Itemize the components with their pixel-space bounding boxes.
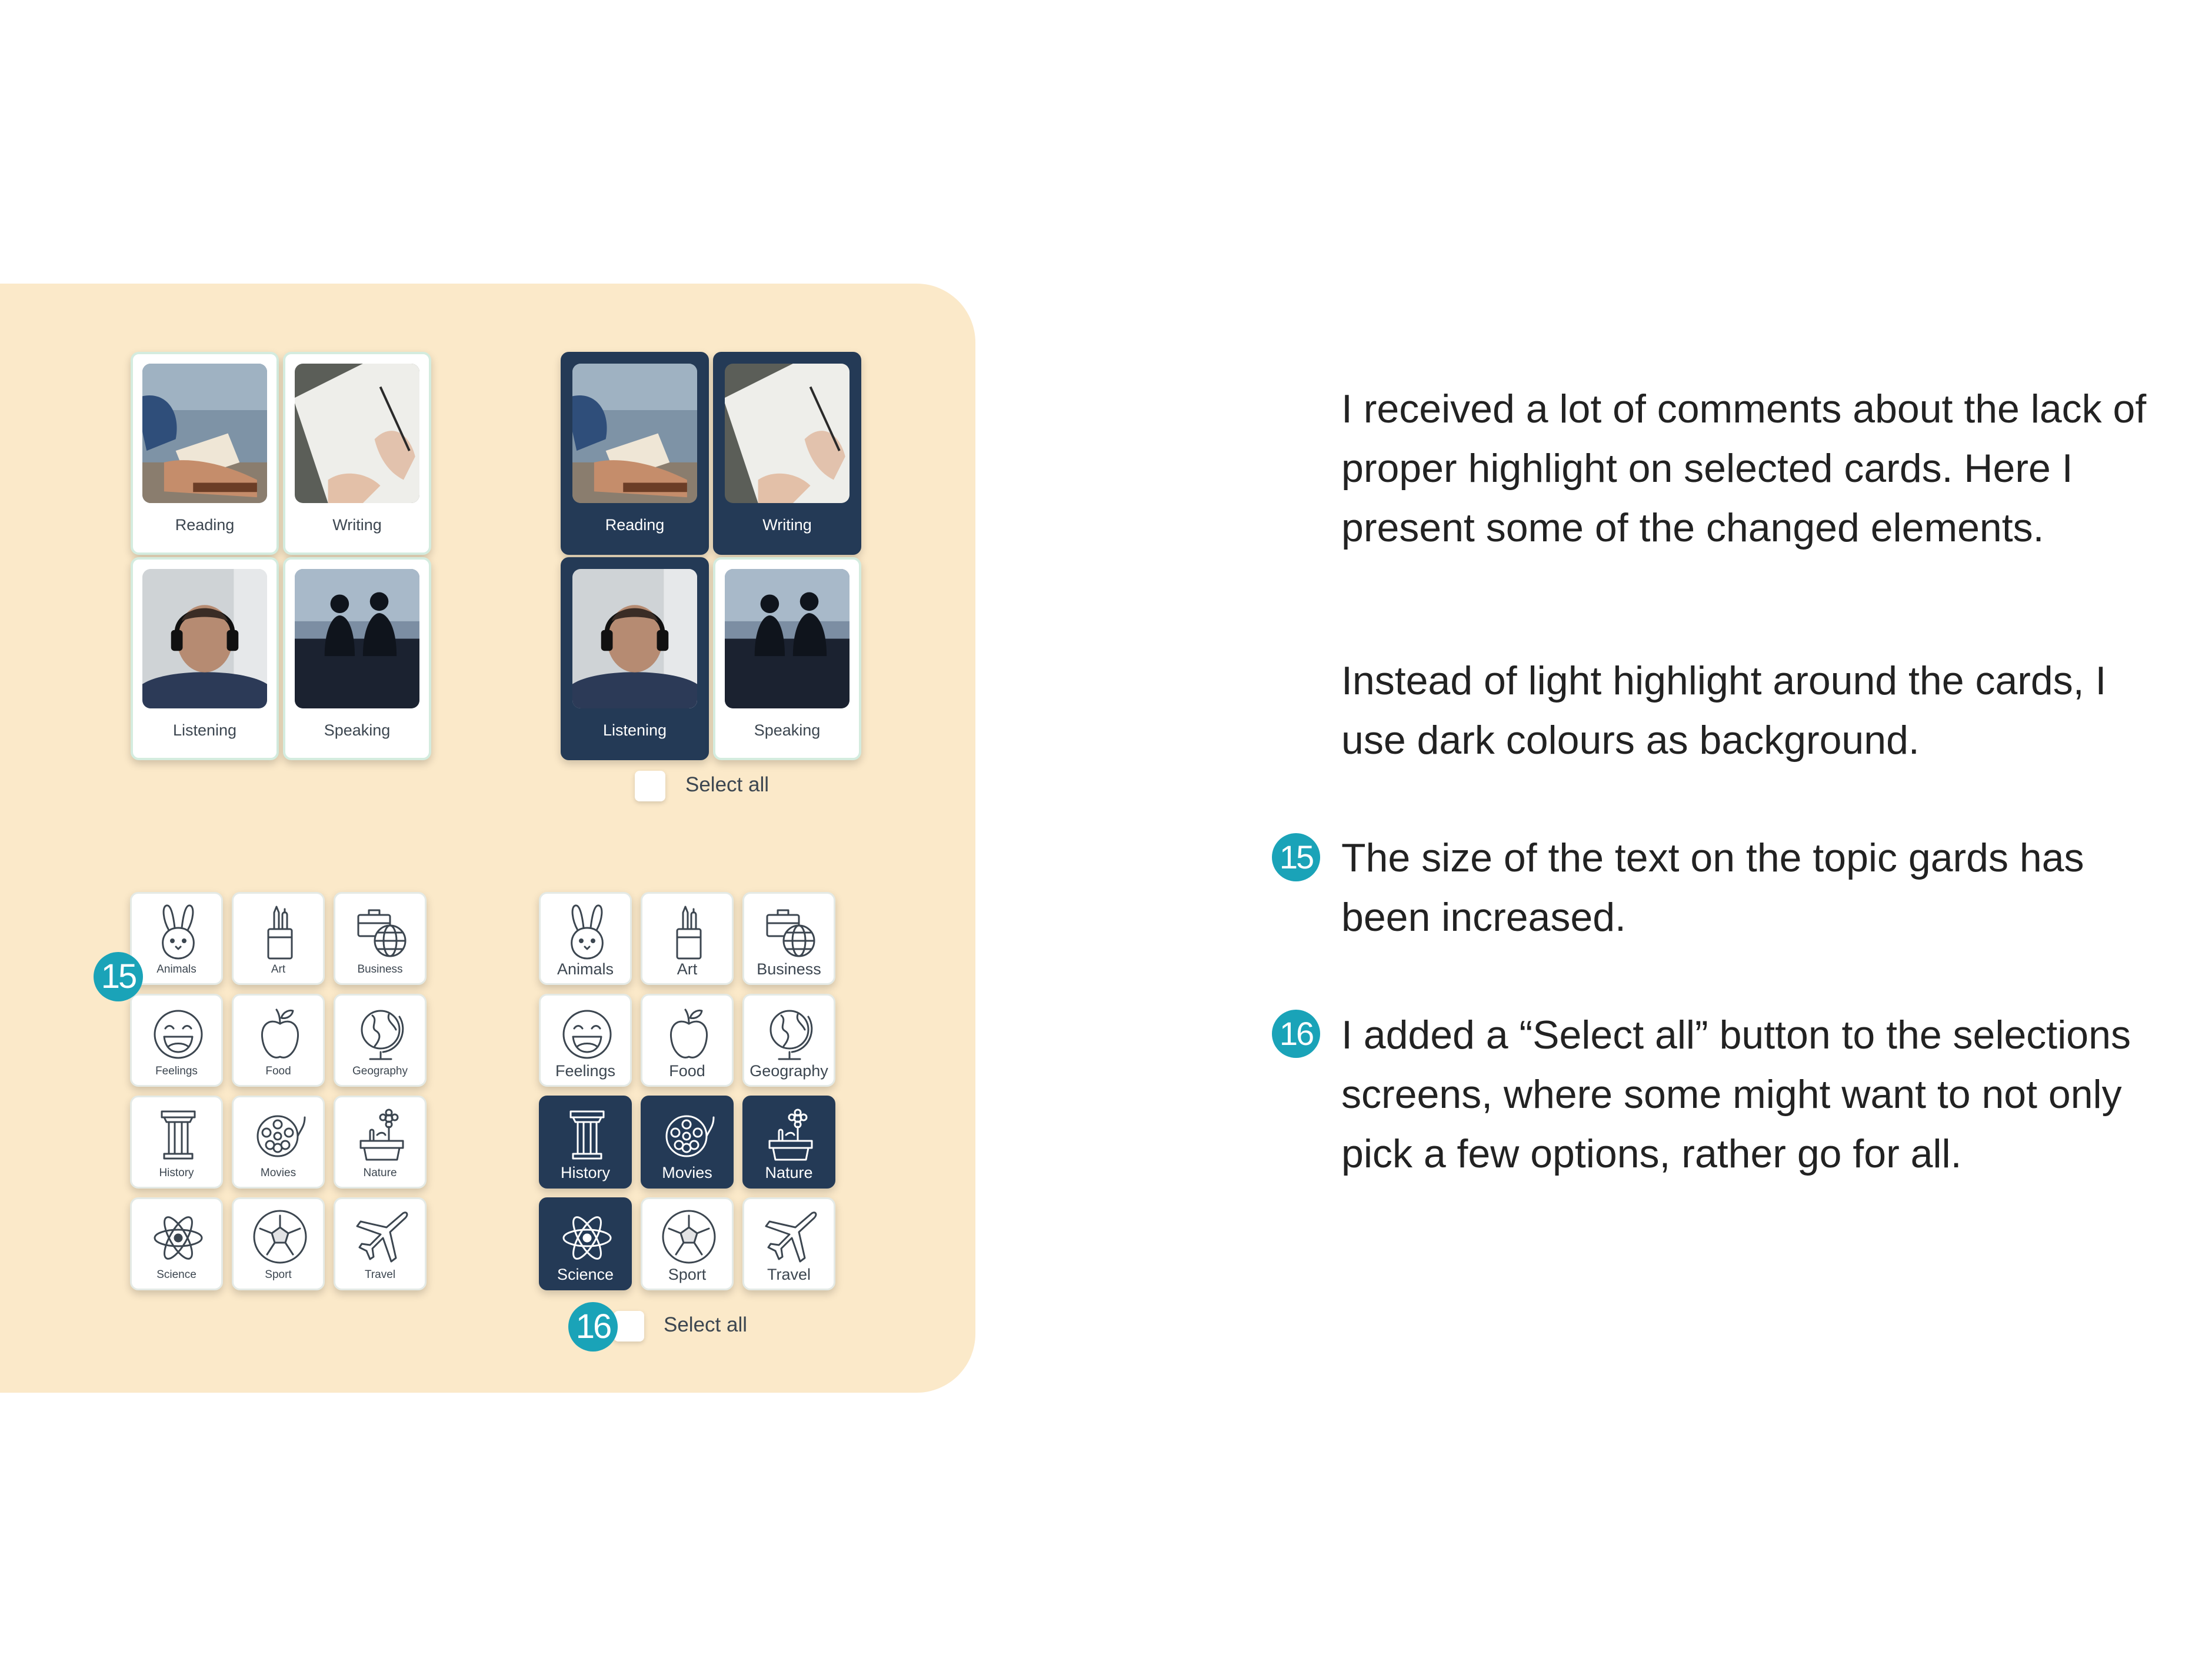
topic-label: Animals: [557, 960, 614, 978]
column-icon: [149, 1106, 208, 1164]
topic-card-science-new[interactable]: [539, 1197, 632, 1290]
topic-label: Movies: [260, 1167, 297, 1179]
atom-icon: [149, 1207, 208, 1266]
reading-photo: [572, 364, 697, 503]
note-16-text: I added a “Select all” button to the selections screens, where some might want to not only pick a few options, rather go for all.: [1341, 1013, 2131, 1176]
skill-card-listening-selected[interactable]: [561, 557, 709, 760]
topic-card-food-new[interactable]: [641, 994, 734, 1087]
topic-card-sport-old[interactable]: [232, 1197, 325, 1290]
intro-paragraph-2: Instead of light highlight around the cards, I use dark colours as background.: [1341, 658, 2107, 763]
skill-card-reading-selected[interactable]: [561, 352, 709, 555]
airplane-icon: [352, 1207, 411, 1266]
topic-label: Feelings: [555, 1062, 616, 1080]
skill-card-speaking-unselected[interactable]: [713, 557, 861, 760]
topic-card-food-old[interactable]: [232, 994, 325, 1087]
film-reel-icon: [251, 1106, 309, 1164]
laughing-face-icon: [558, 1004, 617, 1063]
topic-label: Movies: [662, 1164, 712, 1181]
topic-card-animals-old[interactable]: [130, 892, 223, 985]
apple-icon: [659, 1004, 718, 1063]
intro-paragraph-1: I received a lot of comments about the lack of proper highlight on selected cards. Here I present some of the changed elements.: [1341, 387, 2147, 550]
laughing-face-icon: [149, 1004, 208, 1063]
topic-label: Food: [669, 1062, 705, 1080]
topic-card-business-new[interactable]: [742, 892, 835, 985]
topic-label: Sport: [668, 1266, 707, 1283]
topic-label: Business: [757, 960, 821, 978]
topic-card-sport-new[interactable]: [641, 1197, 734, 1290]
apple-icon: [251, 1004, 309, 1063]
topic-card-nature-new[interactable]: [742, 1096, 835, 1189]
briefcase-globe-icon: [352, 902, 411, 961]
speaking-photo: [295, 569, 419, 708]
skill-label: Writing: [762, 516, 812, 534]
topic-card-history-old[interactable]: [130, 1096, 223, 1189]
topic-card-travel-old[interactable]: [334, 1197, 427, 1290]
topic-label: Science: [557, 1266, 614, 1283]
topic-label: History: [560, 1164, 610, 1181]
topic-card-movies-old[interactable]: [232, 1096, 325, 1189]
topic-label: Business: [357, 963, 403, 976]
skill-card-writing-selected[interactable]: [713, 352, 861, 555]
column-icon: [558, 1106, 617, 1164]
topic-card-feelings-old[interactable]: [130, 994, 223, 1087]
topic-card-travel-new[interactable]: [742, 1197, 835, 1290]
topic-card-movies-new[interactable]: [641, 1096, 734, 1189]
globe-icon: [761, 1004, 820, 1063]
globe-icon: [352, 1004, 411, 1063]
soccer-ball-icon: [251, 1207, 309, 1266]
skill-label: Writing: [332, 516, 382, 534]
select-all-checkbox-topics[interactable]: [614, 1311, 644, 1342]
plant-pot-icon: [352, 1106, 411, 1164]
skill-label: Listening: [602, 721, 667, 739]
listening-photo: [572, 569, 697, 708]
writing-photo: [725, 364, 850, 503]
atom-icon: [558, 1207, 617, 1266]
pencil-cup-icon: [659, 902, 718, 961]
topic-label: Travel: [364, 1269, 396, 1281]
rabbit-icon: [558, 902, 617, 961]
topic-label: Food: [265, 1065, 291, 1077]
select-all-label: Select all: [685, 773, 769, 796]
annotation-badge-16: 16: [568, 1302, 618, 1352]
briefcase-globe-icon: [761, 902, 820, 961]
select-all-checkbox[interactable]: [635, 771, 665, 801]
soccer-ball-icon: [659, 1207, 718, 1266]
topic-card-animals-new[interactable]: [539, 892, 632, 985]
topic-label: Nature: [363, 1167, 397, 1179]
note-badge-15: 15: [1272, 833, 1320, 881]
topic-card-feelings-new[interactable]: [539, 994, 632, 1087]
skill-label: Reading: [175, 516, 235, 534]
skill-card-speaking-old[interactable]: [283, 557, 431, 760]
plant-pot-icon: [761, 1106, 820, 1164]
skill-card-reading-old[interactable]: [131, 352, 279, 555]
listening-photo: [142, 569, 267, 708]
skill-card-writing-old[interactable]: [283, 352, 431, 555]
reading-photo: [142, 364, 267, 503]
film-reel-icon: [659, 1106, 718, 1164]
annotation-badge-15: 15: [94, 952, 143, 1001]
topic-card-geography-new[interactable]: [742, 994, 835, 1087]
topic-label: Sport: [265, 1269, 292, 1281]
topic-label: Animals: [156, 963, 196, 976]
writing-photo: [295, 364, 419, 503]
note-15-text: The size of the text on the topic gards has been increased.: [1341, 836, 2084, 940]
select-all-label-topics: Select all: [664, 1313, 748, 1336]
topic-label: History: [159, 1167, 194, 1179]
topic-label: Travel: [767, 1266, 811, 1283]
skill-label: Speaking: [754, 721, 821, 739]
rabbit-icon: [149, 902, 208, 961]
topic-card-art-old[interactable]: [232, 892, 325, 985]
topic-label: Science: [156, 1269, 196, 1281]
pencil-cup-icon: [251, 902, 309, 961]
skill-label: Listening: [172, 721, 237, 739]
note-badge-16: 16: [1272, 1010, 1320, 1058]
speaking-photo: [725, 569, 850, 708]
topic-card-nature-old[interactable]: [334, 1096, 427, 1189]
topic-label: Art: [271, 963, 286, 976]
topic-label: Geography: [352, 1065, 408, 1077]
topic-card-business-old[interactable]: [334, 892, 427, 985]
topic-label: Geography: [749, 1062, 828, 1080]
airplane-icon: [761, 1207, 820, 1266]
topic-card-geography-old[interactable]: [334, 994, 427, 1087]
topic-label: Feelings: [155, 1065, 198, 1077]
topic-label: Nature: [765, 1164, 813, 1181]
skill-label: Speaking: [324, 721, 391, 739]
skill-label: Reading: [605, 516, 665, 534]
topic-card-science-old[interactable]: [130, 1197, 223, 1290]
skill-card-listening-old[interactable]: [131, 557, 279, 760]
topic-card-history-new[interactable]: [539, 1096, 632, 1189]
topic-label: Art: [677, 960, 698, 978]
topic-card-art-new[interactable]: [641, 892, 734, 985]
